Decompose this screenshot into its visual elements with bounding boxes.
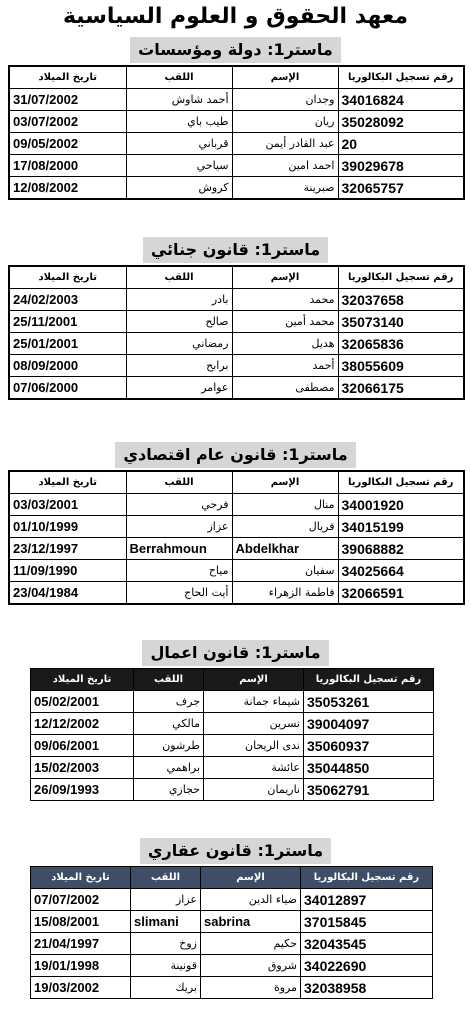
last-name: Berrahmoun <box>126 538 232 560</box>
section-aamal <box>0 640 471 801</box>
first-name: عائشة <box>204 757 304 779</box>
section-jinai <box>0 237 471 400</box>
page-title: معهد الحقوق و العلوم السياسية <box>62 4 409 29</box>
table-row <box>9 355 464 377</box>
table-row <box>31 757 434 779</box>
birth-date: 31/07/2002 <box>9 89 126 111</box>
last-name: طرشون <box>134 735 204 757</box>
birth-date: 19/01/1998 <box>31 955 131 977</box>
table-row <box>9 560 464 582</box>
birth-date: 24/02/2003 <box>9 289 126 311</box>
birth-date: 17/08/2000 <box>9 155 126 177</box>
section-title: ماستر1: قانون اعمال <box>142 640 328 666</box>
birth-date: 11/09/1990 <box>9 560 126 582</box>
bac-number: 20 <box>338 133 464 155</box>
birth-date: 01/10/1999 <box>9 516 126 538</box>
table-row <box>9 89 464 111</box>
birth-date: 21/04/1997 <box>31 933 131 955</box>
last-name: مالكي <box>134 713 204 735</box>
bac-number: 35053261 <box>304 691 434 713</box>
table-row <box>9 582 464 605</box>
first-name: ريان <box>232 111 338 133</box>
bac-number: 34016824 <box>338 89 464 111</box>
header-bac: رقم تسجيل البكالوريا <box>338 66 464 89</box>
table-row <box>31 889 433 911</box>
section-dawla <box>0 37 471 200</box>
table-header-row <box>9 66 464 89</box>
section-title: ماستر1: قانون جنائي <box>143 237 328 263</box>
birth-date: 03/07/2002 <box>9 111 126 133</box>
first-name: sabrina <box>201 911 301 933</box>
table-header-row <box>31 867 433 889</box>
table-header-row <box>9 471 464 494</box>
section-aqari <box>0 838 471 999</box>
bac-number: 32066175 <box>338 377 464 400</box>
last-name: زوخ <box>131 933 201 955</box>
birth-date: 23/12/1997 <box>9 538 126 560</box>
last-name: slimani <box>131 911 201 933</box>
first-name: محمد أمين <box>232 311 338 333</box>
birth-date: 19/03/2002 <box>31 977 131 999</box>
bac-number: 34022690 <box>301 955 433 977</box>
last-name: مياح <box>126 560 232 582</box>
first-name: احمد امين <box>232 155 338 177</box>
last-name: برابح <box>126 355 232 377</box>
bac-number: 32065757 <box>338 177 464 200</box>
bac-number: 35060937 <box>304 735 434 757</box>
table-row <box>9 516 464 538</box>
last-name: قرباني <box>126 133 232 155</box>
header-last-name: اللقب <box>126 266 232 289</box>
first-name: شروق <box>201 955 301 977</box>
first-name: منال <box>232 494 338 516</box>
birth-date: 12/12/2002 <box>31 713 134 735</box>
table-row <box>31 691 434 713</box>
students-table <box>8 265 465 400</box>
table-row <box>9 311 464 333</box>
last-name: عزاز <box>131 889 201 911</box>
bac-number: 34015199 <box>338 516 464 538</box>
table-row <box>9 289 464 311</box>
last-name: صالح <box>126 311 232 333</box>
first-name: ندى الريحان <box>204 735 304 757</box>
header-bac: رقم تسجيل البكالوريا <box>338 471 464 494</box>
birth-date: 09/05/2002 <box>9 133 126 155</box>
students-table <box>30 668 434 801</box>
birth-date: 26/09/1993 <box>31 779 134 801</box>
students-table <box>8 65 465 200</box>
bac-number: 35028092 <box>338 111 464 133</box>
header-birth-date: تاريخ الميلاد <box>9 266 126 289</box>
bac-number: 34025664 <box>338 560 464 582</box>
bac-number: 35044850 <box>304 757 434 779</box>
section-title: ماستر1: قانون عقاري <box>140 838 331 864</box>
last-name: أحمد شاوش <box>126 89 232 111</box>
table-row <box>31 933 433 955</box>
first-name: فريال <box>232 516 338 538</box>
last-name: حجازي <box>134 779 204 801</box>
birth-date: 15/08/2001 <box>31 911 131 933</box>
section-title: ماستر1: قانون عام اقتصادي <box>115 442 355 468</box>
first-name: فاطمة الزهراء <box>232 582 338 605</box>
bac-number: 32038958 <box>301 977 433 999</box>
table-row <box>31 735 434 757</box>
header-first-name: الإسم <box>232 471 338 494</box>
last-name: بادر <box>126 289 232 311</box>
bac-number: 39004097 <box>304 713 434 735</box>
last-name: بريك <box>131 977 201 999</box>
birth-date: 08/09/2000 <box>9 355 126 377</box>
table-row <box>9 111 464 133</box>
birth-date: 07/06/2000 <box>9 377 126 400</box>
students-table <box>30 866 433 999</box>
birth-date: 03/03/2001 <box>9 494 126 516</box>
table-header-row <box>9 266 464 289</box>
header-birth-date: تاريخ الميلاد <box>9 471 126 494</box>
table-row <box>31 713 434 735</box>
section-iqtisadi <box>0 442 471 605</box>
header-last-name: اللقب <box>126 66 232 89</box>
table-row <box>31 779 434 801</box>
first-name: هديل <box>232 333 338 355</box>
bac-number: 37015845 <box>301 911 433 933</box>
bac-number: 38055609 <box>338 355 464 377</box>
header-first-name: الإسم <box>232 66 338 89</box>
first-name: شيماء جمانة <box>204 691 304 713</box>
last-name: عوامر <box>126 377 232 400</box>
birth-date: 05/02/2001 <box>31 691 134 713</box>
table-row <box>31 911 433 933</box>
table-row <box>9 333 464 355</box>
last-name: عزاز <box>126 516 232 538</box>
header-birth-date: تاريخ الميلاد <box>9 66 126 89</box>
bac-number: 32037658 <box>338 289 464 311</box>
header-first-name: الإسم <box>204 669 304 691</box>
last-name: قونينة <box>131 955 201 977</box>
bac-number: 32065836 <box>338 333 464 355</box>
bac-number: 35073140 <box>338 311 464 333</box>
first-name: سفيان <box>232 560 338 582</box>
birth-date: 07/07/2002 <box>31 889 131 911</box>
bac-number: 39029678 <box>338 155 464 177</box>
header-first-name: الإسم <box>232 266 338 289</box>
table-row <box>9 494 464 516</box>
bac-number: 39068882 <box>338 538 464 560</box>
header-last-name: اللقب <box>126 471 232 494</box>
table-row <box>31 977 433 999</box>
first-name: Abdelkhar <box>232 538 338 560</box>
first-name: وجدان <box>232 89 338 111</box>
table-row <box>9 177 464 200</box>
section-title: ماستر1: دولة ومؤسسات <box>130 37 341 63</box>
first-name: ضياء الدين <box>201 889 301 911</box>
last-name: سياحي <box>126 155 232 177</box>
first-name: مروة <box>201 977 301 999</box>
first-name: صبرينة <box>232 177 338 200</box>
bac-number: 34001920 <box>338 494 464 516</box>
header-bac: رقم تسجيل البكالوريا <box>338 266 464 289</box>
last-name: أيت الحاج <box>126 582 232 605</box>
table-row <box>9 155 464 177</box>
table-header-row <box>31 669 434 691</box>
header-last-name: اللقب <box>134 669 204 691</box>
header-birth-date: تاريخ الميلاد <box>31 669 134 691</box>
last-name: رمضاني <box>126 333 232 355</box>
last-name: جرف <box>134 691 204 713</box>
students-table <box>8 470 465 605</box>
header-last-name: اللقب <box>131 867 201 889</box>
header-bac: رقم تسجيل البكالوريا <box>304 669 434 691</box>
first-name: عبد القادر أيمن <box>232 133 338 155</box>
last-name: براهمي <box>134 757 204 779</box>
bac-number: 32066591 <box>338 582 464 605</box>
header-birth-date: تاريخ الميلاد <box>31 867 131 889</box>
birth-date: 25/01/2001 <box>9 333 126 355</box>
birth-date: 25/11/2001 <box>9 311 126 333</box>
birth-date: 23/04/1984 <box>9 582 126 605</box>
bac-number: 34012897 <box>301 889 433 911</box>
table-row <box>9 538 464 560</box>
bac-number: 32043545 <box>301 933 433 955</box>
first-name: مصطفى <box>232 377 338 400</box>
birth-date: 15/02/2003 <box>31 757 134 779</box>
last-name: فرحي <box>126 494 232 516</box>
birth-date: 09/06/2001 <box>31 735 134 757</box>
bac-number: 35062791 <box>304 779 434 801</box>
table-row <box>9 133 464 155</box>
first-name: حكيم <box>201 933 301 955</box>
first-name: محمد <box>232 289 338 311</box>
first-name: نسرين <box>204 713 304 735</box>
table-row <box>9 377 464 400</box>
header-first-name: الإسم <box>201 867 301 889</box>
last-name: كروش <box>126 177 232 200</box>
birth-date: 12/08/2002 <box>9 177 126 200</box>
first-name: ناريمان <box>204 779 304 801</box>
last-name: طيب باي <box>126 111 232 133</box>
header-bac: رقم تسجيل البكالوريا <box>301 867 433 889</box>
table-row <box>31 955 433 977</box>
first-name: أحمد <box>232 355 338 377</box>
